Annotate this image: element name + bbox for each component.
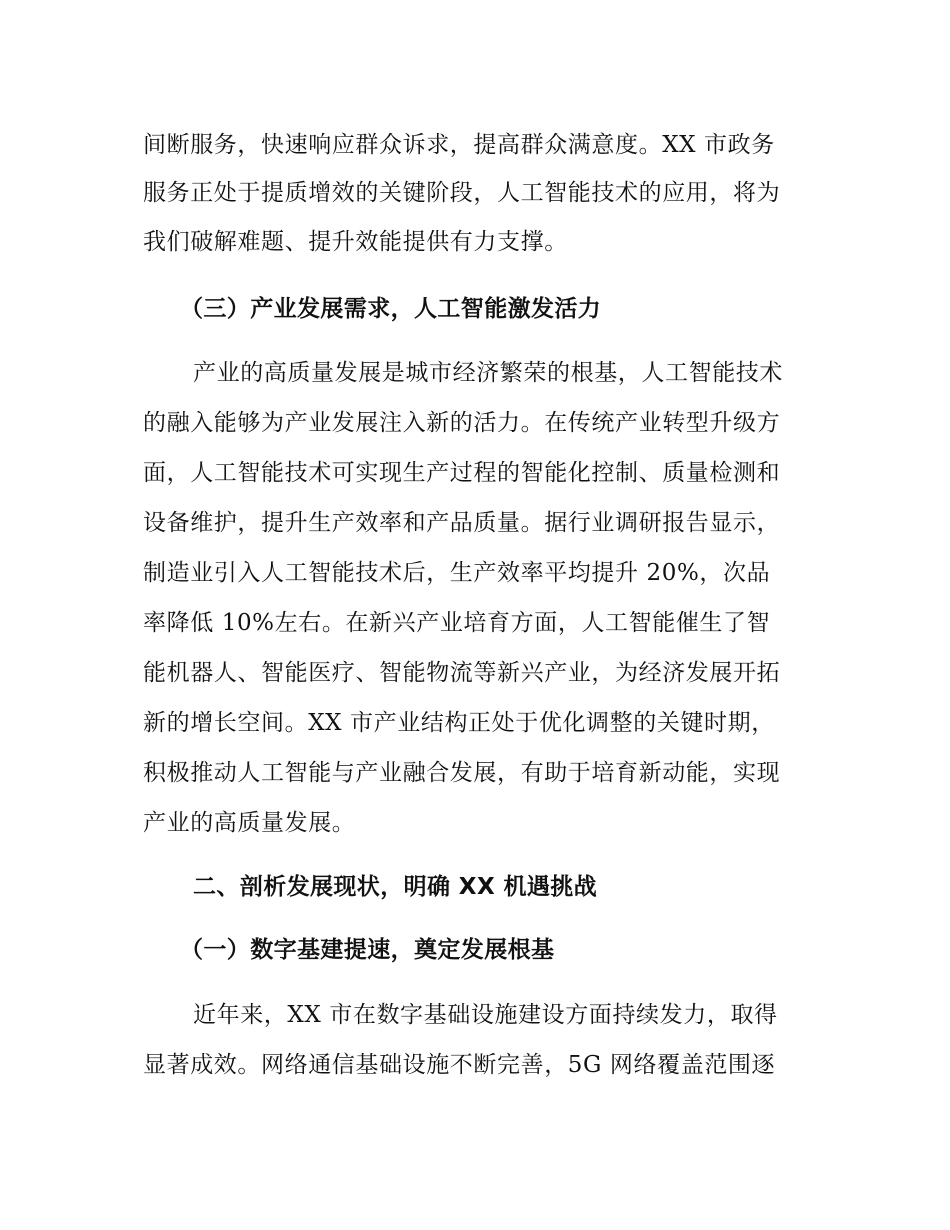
subsection-heading: （一）数字基建提速，奠定发展根基 [180,937,555,963]
body-text-line: 制造业引入人工智能技术后，生产效率平均提升 20%，次品 [143,560,771,586]
body-text-line: 能机器人、智能医疗、智能物流等新兴产业，为经济发展开拓 [143,660,781,686]
section-heading: 二、剖析发展现状，明确 XX 机遇挑战 [193,874,598,900]
body-text-line: 产业的高质量发展是城市经济繁荣的根基，人工智能技术 [193,360,783,386]
body-text-line: 积极推动人工智能与产业融合发展，有助于培育新动能，实现 [143,760,781,786]
body-text-line: 的融入能够为产业发展注入新的活力。在传统产业转型升级方 [143,410,781,436]
body-text-line: 我们破解难题、提升效能提供有力支撑。 [143,229,568,255]
body-text-line: 新的增长空间。XX 市产业结构正处于优化调整的关键时期， [143,710,775,736]
body-text-line: 率降低 10%左右。在新兴产业培育方面，人工智能催生了智 [143,610,771,636]
body-text-line: 设备维护，提升生产效率和产品质量。据行业调研报告显示， [143,510,781,536]
body-text-line: 服务正处于提质增效的关键阶段，人工智能技术的应用，将为 [143,180,781,206]
body-text-line: 近年来，XX 市在数字基础设施建设方面持续发力，取得 [193,1002,778,1028]
body-text-line: 间断服务，快速响应群众诉求，提高群众满意度。XX 市政务 [143,132,775,158]
subsection-heading: （三）产业发展需求，人工智能激发活力 [180,296,602,322]
body-text-line: 产业的高质量发展。 [143,810,356,836]
body-text-line: 面，人工智能技术可实现生产过程的智能化控制、质量检测和 [143,460,781,486]
body-text-line: 显著成效。网络通信基础设施不断完善，5G 网络覆盖范围逐 [143,1052,776,1078]
